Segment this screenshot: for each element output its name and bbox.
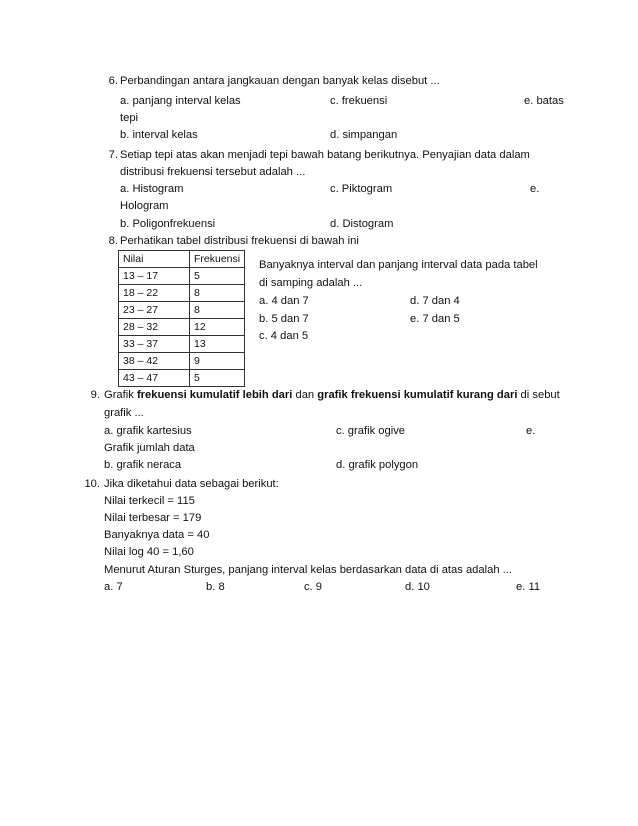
q8-side-text-line2: di samping adalah ... [259,277,363,289]
q10-line: Banyaknya data = 40 [104,529,210,541]
q10-option-e: e. 11 [516,581,541,593]
q6-option-e: e. batas [524,95,564,107]
table-cell: 33 – 37 [119,336,190,353]
frequency-table [118,250,245,387]
q10-number: 10. [84,478,100,490]
table-cell: 23 – 27 [119,302,190,319]
q6-option-c: c. frekuensi [330,95,388,107]
table-row [119,370,245,387]
q9-text-line2: grafik ... [104,407,144,419]
q7-option-b: b. Poligonfrekuensi [120,218,216,230]
table-row [119,285,245,302]
table-cell: 18 – 22 [119,285,190,302]
table-header: Nilai [119,251,190,268]
q8-text: Perhatikan tabel distribusi frekuensi di bawah ini [120,235,359,247]
q6-option-e-cont: tepi [120,112,139,124]
table-row [119,336,245,353]
q8-side-text-line1: Banyaknya interval dan panjang interval data pada tabel [259,259,538,271]
q7-text-line1: Setiap tepi atas akan menjadi tepi bawah batang berikutnya. Penyajian data dalam [120,149,530,161]
q10-option-d: d. 10 [405,581,430,593]
table-cell: 9 [190,353,245,370]
table-cell: 5 [190,370,245,387]
q10-option-c: c. 9 [304,581,323,593]
q9-option-c: c. grafik ogive [336,425,406,437]
q10-line: Nilai terbesar = 179 [104,512,202,524]
q9-text-part: dan [292,389,318,401]
q6-option-d: d. simpangan [330,129,398,141]
table-cell: 13 [190,336,245,353]
q9-number: 9. [90,389,100,401]
q8-option-d: d. 7 dan 4 [410,295,460,307]
table-row [119,353,245,370]
q8-option-a: a. 4 dan 7 [259,295,309,307]
q6-text: Perbandingan antara jangkauan dengan banyak kelas disebut ... [120,75,440,87]
q9-option-b: b. grafik neraca [104,459,182,471]
q9-option-d: d. grafik polygon [336,459,419,471]
table-cell: 13 – 17 [119,268,190,285]
q7-option-c: c. Piktogram [330,183,393,195]
q9-option-e: e. [526,425,536,437]
q9-option-a: a. grafik kartesius [104,425,192,437]
q6-number: 6. [108,75,118,87]
q10-text: Jika diketahui data sebagai berikut: [104,478,279,490]
table-row [119,319,245,336]
table-cell: 12 [190,319,245,336]
table-row [119,268,245,285]
q7-number: 7. [108,149,118,161]
q9-text [104,388,560,402]
q6-option-a: a. panjang interval kelas [120,95,241,107]
q10-question: Menurut Aturan Sturges, panjang interval kelas berdasarkan data di atas adalah ... [104,564,512,576]
q10-line: Nilai log 40 = 1,60 [104,546,194,558]
q9-bold-term-2: grafik frekuensi kumulatif kurang dari [317,389,518,401]
q8-option-e: e. 7 dan 5 [410,313,460,325]
q7-text-line2: distribusi frekuensi tersebut adalah ... [120,166,306,178]
table-cell: 43 – 47 [119,370,190,387]
table-cell: 8 [190,285,245,302]
q9-bold-term-1: frekuensi kumulatif lebih dari [136,389,293,401]
q7-option-a: a. Histogram [120,183,184,195]
q7-option-d: d. Distogram [330,218,394,230]
q9-option-e-cont: Grafik jumlah data [104,442,195,454]
q10-line: Nilai terkecil = 115 [104,495,195,507]
q9-text-part: Grafik [104,389,137,401]
table-cell: 38 – 42 [119,353,190,370]
q6-option-b: b. interval kelas [120,129,198,141]
table-cell: 8 [190,302,245,319]
table-cell: 5 [190,268,245,285]
table-header-row [119,251,245,268]
q9-text-part: di sebut [517,389,560,401]
q7-option-e: e. [530,183,540,195]
table-row [119,302,245,319]
q8-option-b: b. 5 dan 7 [259,313,309,325]
q10-option-b: b. 8 [206,581,225,593]
q7-option-e-cont: Hologram [120,200,169,212]
q10-option-a: a. 7 [104,581,123,593]
table-cell: 28 – 32 [119,319,190,336]
table-header: Frekuensi [190,251,245,268]
q8-option-c: c. 4 dan 5 [259,330,309,342]
q8-number: 8. [108,235,118,247]
